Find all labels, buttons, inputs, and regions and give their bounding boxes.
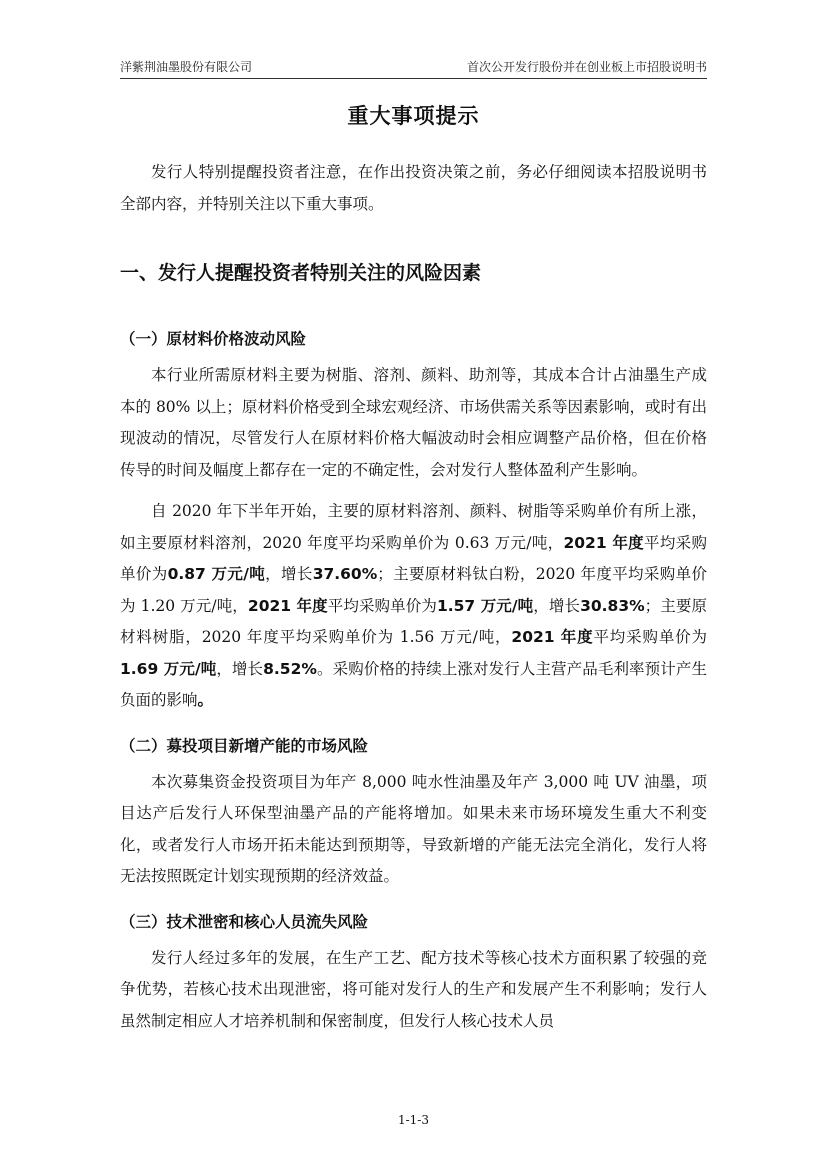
text-run: 平均采购单价为 xyxy=(120,533,707,583)
bold-run: 0.87 万元/吨 xyxy=(167,565,266,583)
bold-run: 8.52% xyxy=(263,659,317,678)
paragraph-raw-material-2 xyxy=(120,496,707,717)
text-run: 。采购价格的持续上涨对发行人主营产品毛利率预计产生负面的影响 xyxy=(120,659,707,709)
subsection-heading-3: （三）技术泄密和核心人员流失风险 xyxy=(120,912,369,931)
text-run: ；主要原材料钛白粉，2020 年度平均采购单价为 1.20 万元/吨， xyxy=(120,565,707,615)
intro-paragraph: 发行人特别提醒投资者注意，在作出投资决策之前，务必仔细阅读本招股说明书全部内容，并特别关注以下重大事项。 xyxy=(120,163,707,213)
subsection-heading-1: （一）原材料价格波动风险 xyxy=(120,330,307,348)
bold-run: 1.69 万元/吨 xyxy=(120,659,217,678)
text-run: 自 2020 年下半年开始，主要的原材料溶剂、颜料、树脂等采购单价有所上涨，如主要原材料溶剂，2020 年度平均采购单价为 0.63 万元/吨， xyxy=(120,502,707,552)
text-run: ；主要原材料树脂，2020 年度平均采购单价为 1.56 万元/吨， xyxy=(120,596,707,646)
text-run: ，增长 xyxy=(533,596,581,615)
bold-run: 37.60% xyxy=(312,565,378,583)
text-run: ，增长 xyxy=(265,565,313,583)
header-divider xyxy=(120,78,707,79)
header-company: 洋紫荆油墨股份有限公司 xyxy=(120,60,253,74)
subsection-heading-2: （二）募投项目新增产能的市场风险 xyxy=(120,736,369,755)
header-doc-title: 首次公开发行股份并在创业板上市招股说明书 xyxy=(466,60,707,74)
paragraph-tech-risk: 发行人经过多年的发展，在生产工艺、配方技术等核心技术方面积累了较强的竞争优势，若核心技术出现泄密，将可能对发行人的生产和发展产生不利影响；发行人虽然制定相应人才培养机制和保密制度，但发行人核心技术人员 xyxy=(120,948,707,1030)
bold-run: 2021 年度 xyxy=(247,596,328,615)
page-number: 1-1-3 xyxy=(397,1113,429,1127)
paragraph-raw-material-1: 本行业所需原材料主要为树脂、溶剂、颜料、助剂等，其成本合计占油墨生产成本的 80% 以上；原材料价格受到全球宏观经济、市场供需关系等因素影响，或时有出现波动的情况，尽管发行人在原材料价格大幅波动时会相应调整产品价格，但在价格传导的时间及幅度上都存在一定的不确定性，会对发行人整体盈利产生影响。 xyxy=(120,366,707,479)
bold-run: 30.83% xyxy=(580,596,645,615)
paragraph-capacity-risk: 本次募集资金投资项目为年产 8,000 吨水性油墨及年产 3,000 吨 UV 油墨，项目达产后发行人环保型油墨产品的产能将增加。如果未来市场环境发生重大不利变化，或者发行人市场开拓未能达到预期等，导致新增的产能无法完全消化，发行人将无法按照既定计划实现预期的经济效益。 xyxy=(120,772,707,885)
text-run: ，增长 xyxy=(216,659,264,678)
page-header xyxy=(120,58,707,76)
bold-run: 2021 年度 xyxy=(511,628,594,646)
section-heading: 一、发行人提醒投资者特别关注的风险因素 xyxy=(120,262,482,284)
text-run: 平均采购单价为 xyxy=(327,596,437,615)
bold-run: 2021 年度 xyxy=(563,533,644,552)
bold-run: 。 xyxy=(197,691,214,709)
text-run: 平均采购单价为 xyxy=(593,628,707,646)
bold-run: 1.57 万元/吨 xyxy=(436,596,534,615)
page-title: 重大事项提示 xyxy=(347,104,480,128)
document-body xyxy=(120,157,707,1037)
